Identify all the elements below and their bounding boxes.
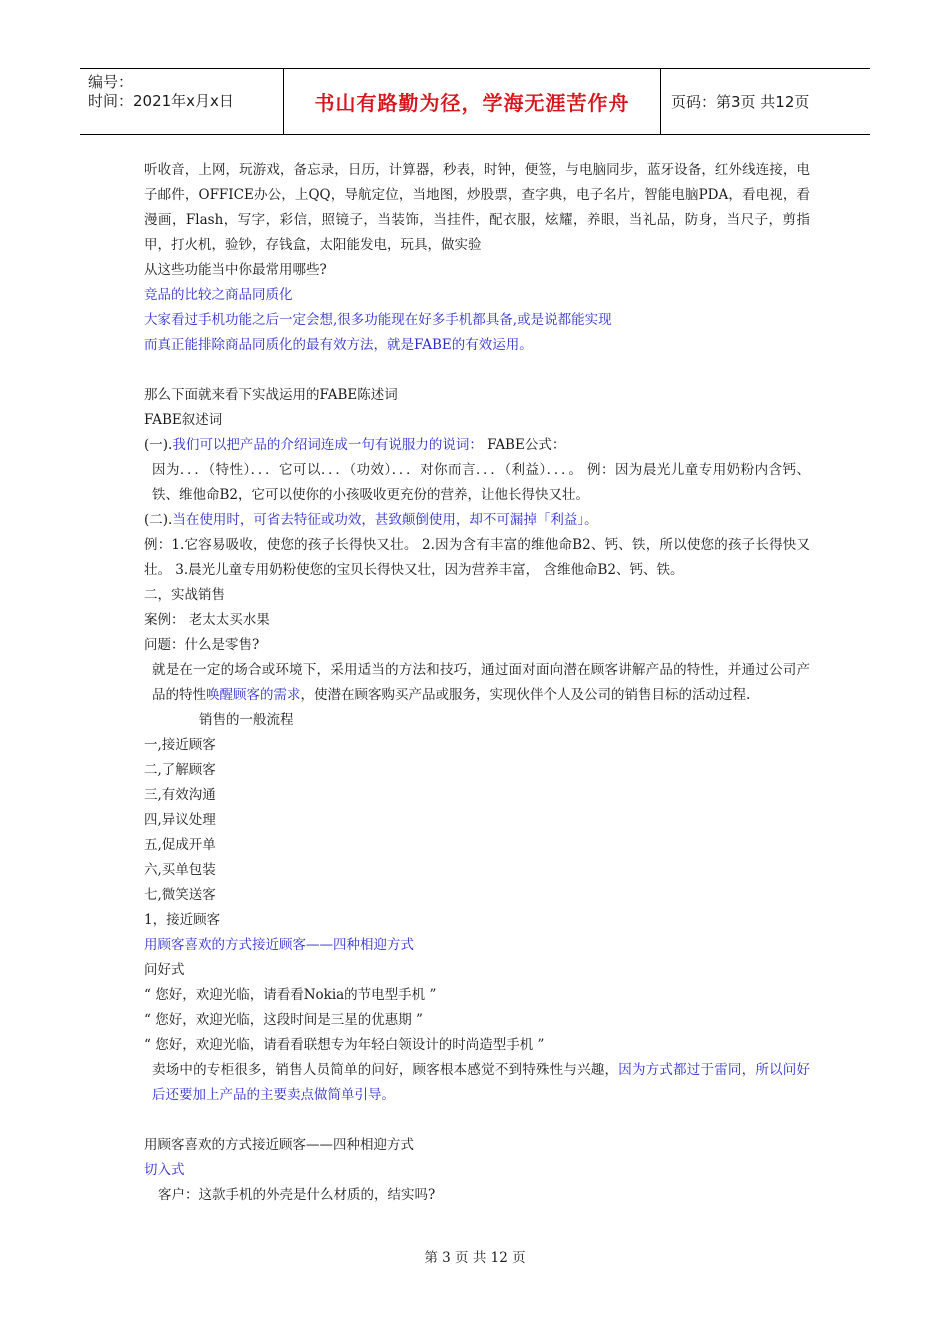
- header-page-label: 页码：第3页 共12页: [671, 93, 810, 111]
- paragraph-text: 三,有效沟通: [144, 787, 216, 803]
- paragraph: [144, 433, 810, 458]
- paragraph: [144, 1008, 810, 1033]
- paragraph: [144, 833, 810, 858]
- paragraph-highlight: 当在使用时，可省去特征或功效，甚致颠倒使用，却不可漏掉「利益」。: [172, 512, 598, 528]
- paragraph: [144, 508, 810, 533]
- paragraph-text: “ 您好，欢迎光临，请看看Nokia的节电型手机 ”: [144, 987, 437, 1003]
- paragraph: [144, 708, 810, 733]
- paragraph-text: 切入式: [144, 1162, 185, 1178]
- document-body: [144, 158, 810, 1208]
- paragraph-text: 听收音，上网，玩游戏，备忘录，日历，计算器，秒表，时钟，便签，与电脑同步，蓝牙设备，红外线连接，电子邮件，OFFICE办公，上QQ，导航定位，当地图，炒股票，查字典，电子名片，智能电脑PDA，看电视，看漫画，Flash，写字，彩信，照镜子，当装饰，当挂件，配衣服，炫耀，养眼，当礼品，防身，当尺子，剪指甲，打火机，验钞，存钱盒，太阳能发电，玩具，做实验: [144, 162, 810, 253]
- paragraph-text: (二).: [144, 512, 173, 528]
- document-date-label: 时间：2021年x月x日: [88, 92, 234, 110]
- paragraph: [144, 1133, 810, 1158]
- paragraph-text: “ 您好，欢迎光临，请看看联想专为年轻白领设计的时尚造型手机 ”: [144, 1037, 545, 1053]
- paragraph-text: 案例： 老太太买水果: [144, 612, 270, 628]
- paragraph: [144, 258, 810, 283]
- paragraph-text: 七,微笑送客: [144, 887, 216, 903]
- paragraph: [144, 333, 810, 358]
- page-header: [80, 68, 870, 135]
- paragraph: [144, 783, 810, 808]
- paragraph-text: 竞品的比较之商品同质化: [144, 287, 293, 303]
- paragraph: [144, 1158, 810, 1183]
- paragraph: [144, 1033, 810, 1058]
- paragraph-text: 四,异议处理: [144, 812, 216, 828]
- paragraph-text-continued: ，使潜在顾客购买产品或服务，实现伙伴个人及公司的销售目标的活动过程.: [300, 687, 751, 703]
- blank-line: [144, 358, 810, 383]
- paragraph-text: 用顾客喜欢的方式接近顾客——四种相迎方式: [144, 1137, 414, 1153]
- paragraph-text: “ 您好，欢迎光临，这段时间是三星的优惠期 ”: [144, 1012, 423, 1028]
- paragraph: [144, 933, 810, 958]
- paragraph: [144, 733, 810, 758]
- paragraph: [144, 883, 810, 908]
- paragraph-highlight: 因为方式都过于雷同，所以问好后还要加上产品的主要卖点做简单引导。: [152, 1062, 811, 1103]
- paragraph: [144, 383, 810, 408]
- header-motto-cell: [283, 69, 661, 134]
- paragraph: [144, 658, 810, 708]
- paragraph: [144, 608, 810, 633]
- paragraph-text: 销售的一般流程: [199, 712, 294, 728]
- paragraph: [144, 808, 810, 833]
- footer-page-number: 第 3 页 共 12 页: [424, 1250, 526, 1266]
- paragraph: [144, 633, 810, 658]
- paragraph: [144, 908, 810, 933]
- paragraph: [144, 758, 810, 783]
- paragraph-text: 大家看过手机功能之后一定会想,很多功能现在好多手机都具备,或是说都能实现: [144, 312, 612, 328]
- paragraph-text: 用顾客喜欢的方式接近顾客——四种相迎方式: [144, 937, 414, 953]
- page-footer: [0, 1246, 950, 1266]
- paragraph-highlight: 唤醒顾客的需求: [206, 687, 301, 703]
- paragraph-text: 例：1.它容易吸收，使您的孩子长得快又壮。 2.因为含有丰富的维他命B2、钙、铁，所以使您的孩子长得快又壮。 3.晨光儿童专用奶粉使您的宝贝长得快又壮，因为营养丰富， 含维他命B2、钙、铁。: [144, 537, 810, 578]
- paragraph: [144, 983, 810, 1008]
- paragraph-text: 卖场中的专柜很多，销售人员简单的问好，顾客根本感觉不到特殊性与兴趣，: [152, 1062, 619, 1078]
- paragraph-text: 二，实战销售: [144, 587, 225, 603]
- paragraph: [144, 583, 810, 608]
- paragraph-text: 就是在一定的场合或环境下，采用适当的方法和技巧，通过面对面向潜在顾客讲解产品的特性，并通过公司产品的特性: [152, 662, 810, 703]
- paragraph-text: FABE叙述词: [144, 412, 223, 428]
- paragraph: [144, 1183, 810, 1208]
- paragraph-highlight: 我们可以把产品的介绍词连成一句有说服力的说词：: [172, 437, 483, 453]
- paragraph: [144, 158, 810, 258]
- paragraph: [144, 458, 810, 508]
- header-motto: 书山有路勤为径，学海无涯苦作舟: [314, 91, 630, 115]
- paragraph-text: 问好式: [144, 962, 185, 978]
- paragraph-text: 而真正能排除商品同质化的最有效方法，就是FABE的有效运用。: [144, 337, 533, 353]
- paragraph-text: 问题：什么是零售?: [144, 637, 260, 653]
- header-meta: [80, 69, 283, 134]
- paragraph: [144, 308, 810, 333]
- document-number-label: 编号：: [88, 73, 134, 91]
- paragraph-text: 1，接近顾客: [144, 912, 221, 928]
- paragraph-text: 因为．．．（特性）．．．它可以．．．（功效）．．．对你而言．．．（利益）．．．。 例：因为晨光儿童专用奶粉内含钙、铁、维他命B2，它可以使你的小孩吸收更充份的营养，让他长得快又壮。: [152, 462, 810, 503]
- paragraph: [144, 533, 810, 583]
- paragraph-text: 客户：这款手机的外壳是什么材质的，结实吗?: [158, 1187, 436, 1203]
- paragraph: [144, 958, 810, 983]
- paragraph-text: 五,促成开单: [144, 837, 216, 853]
- paragraph: [144, 408, 810, 433]
- paragraph-text: 二,了解顾客: [144, 762, 216, 778]
- blank-line: [144, 1108, 810, 1133]
- paragraph-text: 从这些功能当中你最常用哪些?: [144, 262, 327, 278]
- paragraph: [144, 858, 810, 883]
- paragraph: [144, 283, 810, 308]
- paragraph-text: (一).: [144, 437, 173, 453]
- paragraph: [144, 1058, 810, 1108]
- paragraph-text: 六,买单包装: [144, 862, 216, 878]
- paragraph-text: 那么下面就来看下实战运用的FABE陈述词: [144, 387, 398, 403]
- paragraph-text: 一,接近顾客: [144, 737, 216, 753]
- paragraph-text-continued: FABE公式：: [482, 437, 566, 453]
- header-page-cell: [661, 69, 870, 134]
